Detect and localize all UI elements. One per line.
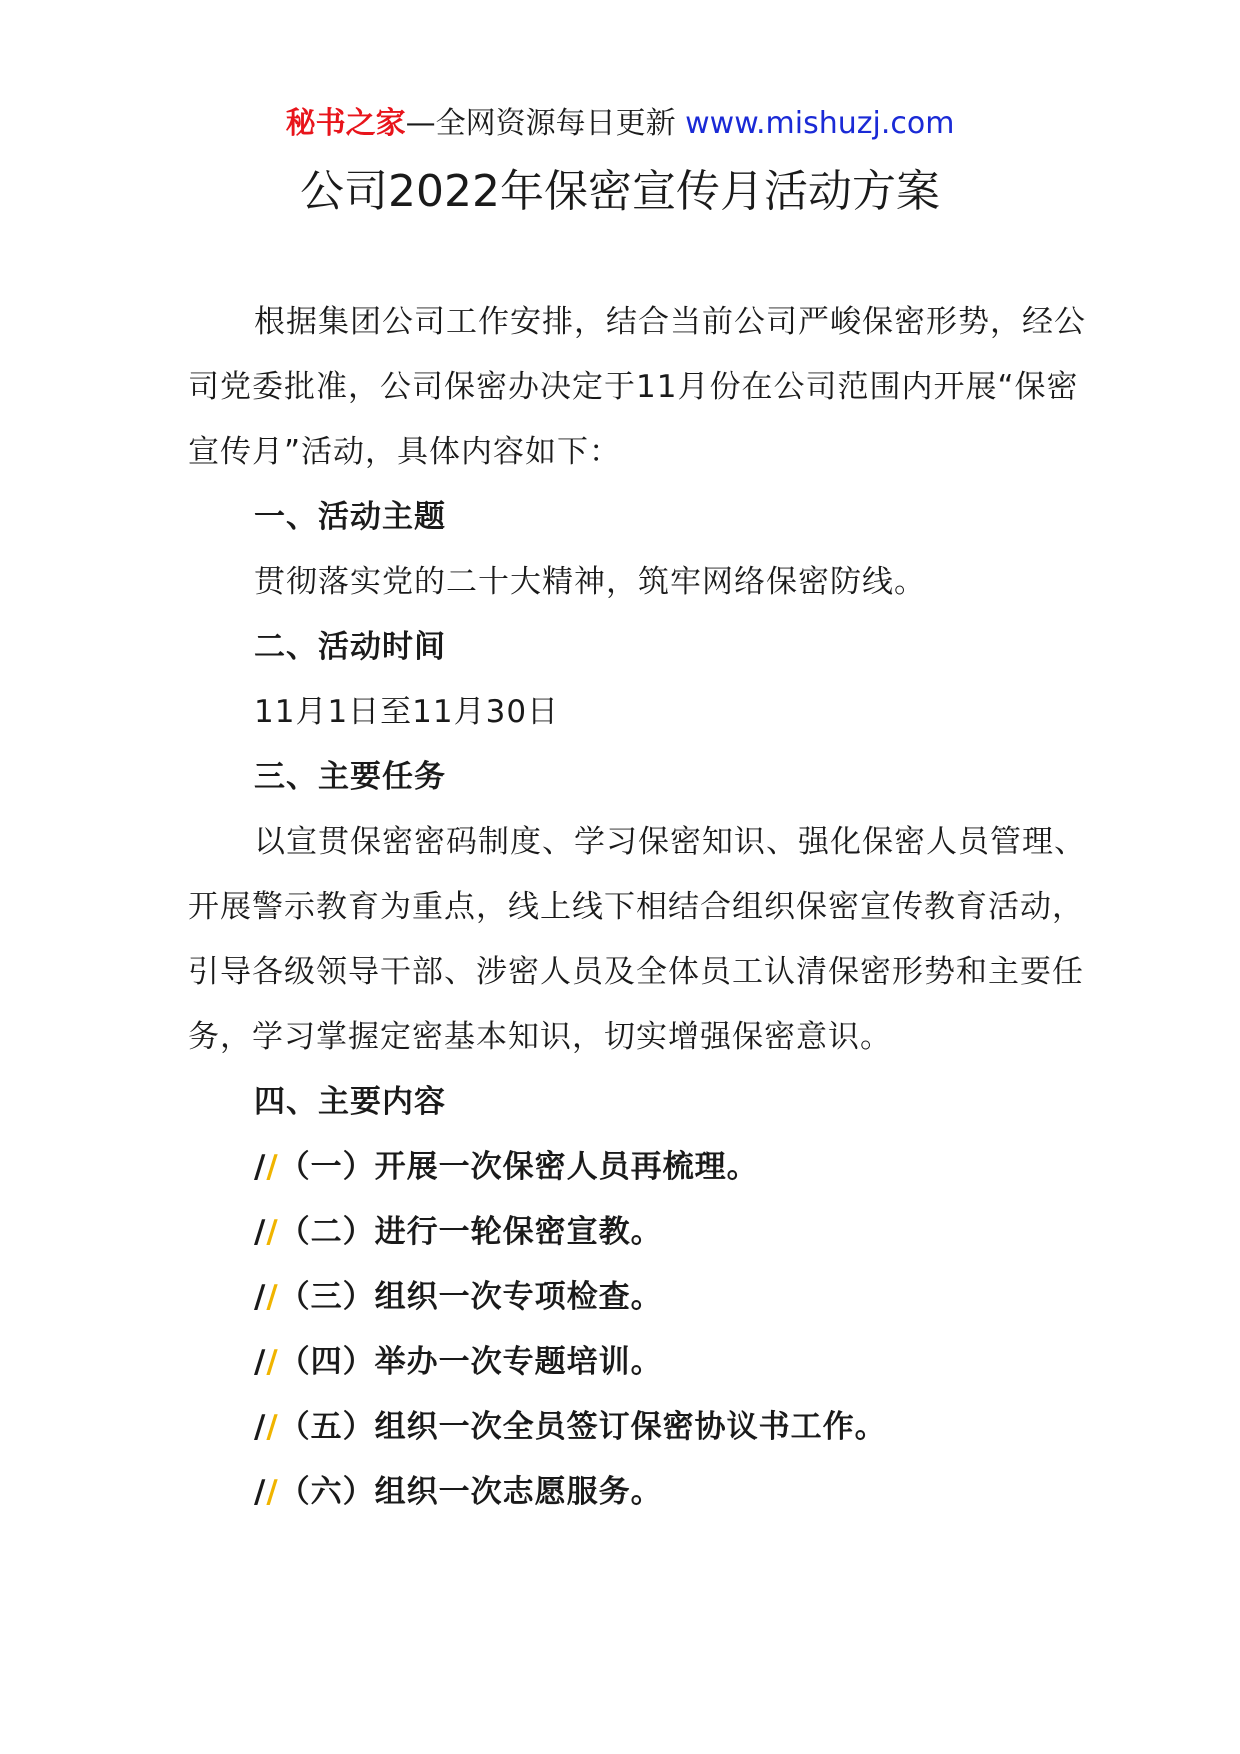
brand-slogan: —全网资源每日更新 xyxy=(405,106,676,141)
bullet-marker: / xyxy=(254,1214,267,1250)
content-item xyxy=(188,1460,1088,1525)
bullet-marker: / xyxy=(254,1344,267,1380)
bullet-marker: / xyxy=(254,1149,267,1185)
content-item-text: （三）组织一次专项检查。 xyxy=(278,1279,663,1315)
content-item-text: （二）进行一轮保密宣教。 xyxy=(278,1214,663,1250)
content-item xyxy=(188,1135,1088,1200)
content-item xyxy=(188,1265,1088,1330)
bullet-marker-accent: / xyxy=(266,1214,279,1250)
site-link[interactable]: www.mishuzj.com xyxy=(685,106,955,141)
brand-name: 秘书之家 xyxy=(285,106,406,141)
bullet-marker-accent: / xyxy=(266,1279,279,1315)
document-body xyxy=(188,290,1088,1525)
content-item-text: （四）举办一次专题培训。 xyxy=(278,1344,663,1380)
section-text-theme: 贯彻落实党的二十大精神，筑牢网络保密防线。 xyxy=(254,564,926,600)
content-item-text: （六）组织一次志愿服务。 xyxy=(278,1474,663,1510)
bullet-marker-accent: / xyxy=(266,1344,279,1380)
section-text-time: 11月1日至11月30日 xyxy=(254,694,560,730)
bullet-marker: / xyxy=(254,1474,267,1510)
content-item xyxy=(188,1395,1088,1460)
section-heading-content: 四、主要内容 xyxy=(254,1084,446,1120)
site-banner xyxy=(0,100,1240,148)
section-heading-theme: 一、活动主题 xyxy=(254,499,446,535)
content-item xyxy=(188,1200,1088,1265)
intro-paragraph: 根据集团公司工作安排，结合当前公司严峻保密形势，经公司党委批准，公司保密办决定于11月份在公司范围内开展“保密宣传月”活动，具体内容如下： xyxy=(188,304,1086,470)
bullet-marker-accent: / xyxy=(266,1409,279,1445)
bullet-marker: / xyxy=(254,1279,267,1315)
content-item xyxy=(188,1330,1088,1395)
section-text-tasks: 以宣贯保密密码制度、学习保密知识、强化保密人员管理、开展警示教育为重点，线上线下相结合组织保密宣传教育活动，引导各级领导干部、涉密人员及全体员工认清保密形势和主要任务，学习掌握定密基本知识，切实增强保密意识。 xyxy=(188,824,1086,1055)
content-item-text: （一）开展一次保密人员再梳理。 xyxy=(278,1149,759,1185)
bullet-marker-accent: / xyxy=(266,1149,279,1185)
bullet-marker-accent: / xyxy=(266,1474,279,1510)
document-title: 公司2022年保密宣传月活动方案 xyxy=(300,166,940,217)
section-heading-time: 二、活动时间 xyxy=(254,629,446,665)
bullet-marker: / xyxy=(254,1409,267,1445)
section-heading-tasks: 三、主要任务 xyxy=(254,759,446,795)
content-item-text: （五）组织一次全员签订保密协议书工作。 xyxy=(278,1409,887,1445)
